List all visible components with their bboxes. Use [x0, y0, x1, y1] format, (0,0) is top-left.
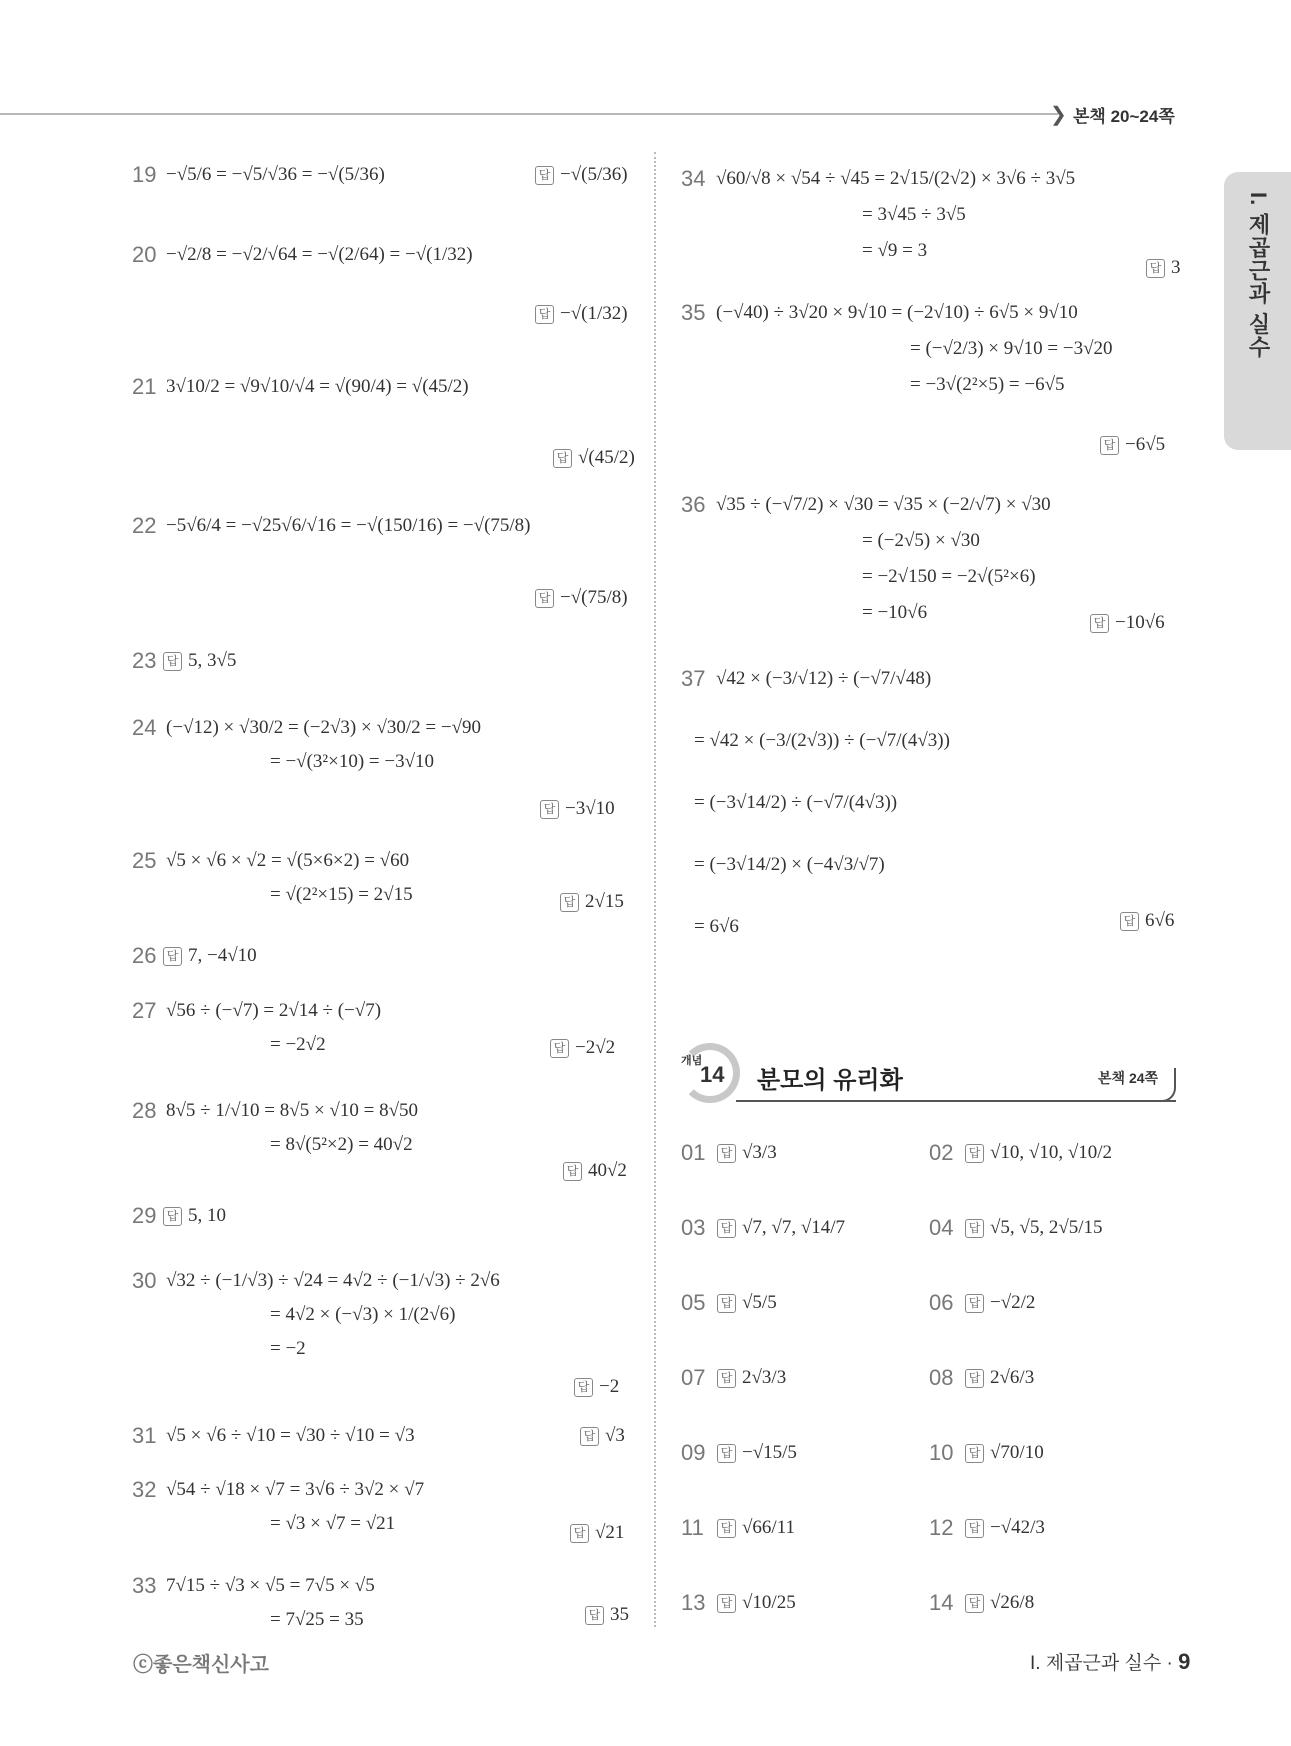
answer-icon: 답	[580, 1427, 599, 1446]
answer-value: √66/11	[742, 1517, 796, 1538]
answer	[540, 798, 615, 820]
solution-line: √35 ÷ (−√7/2) × √30 = √35 × (−2/√7) × √30	[716, 494, 1051, 515]
solution-line: = 4√2 × (−√3) × 1/(2√6)	[270, 1304, 456, 1325]
solution-line: −5√6/4 = −√25√6/√16 = −√(150/16) = −√(75/8)	[166, 515, 531, 536]
answer-icon: 답	[540, 800, 559, 819]
answer	[163, 650, 236, 672]
solution-line: = −10√6	[862, 602, 928, 623]
problem-number: 13	[681, 1590, 706, 1615]
answer-value: 7, −4√10	[188, 945, 257, 966]
problem-number: 14	[929, 1590, 954, 1615]
answer-icon: 답	[535, 305, 554, 324]
answer-value: −√42/3	[990, 1517, 1045, 1538]
solution-line: −√2/8 = −√2/√64 = −√(2/64) = −√(1/32)	[166, 244, 473, 265]
answer-value: √5/5	[742, 1292, 777, 1313]
answer	[585, 1604, 629, 1626]
answer-value: √10, √10, √10/2	[990, 1142, 1113, 1163]
answer-value: √7, √7, √14/7	[742, 1217, 846, 1238]
problem-number: 03	[681, 1215, 706, 1240]
problem-number: 26	[132, 943, 157, 968]
answer-icon: 답	[965, 1369, 984, 1388]
answer	[163, 945, 257, 967]
answer-icon: 답	[965, 1594, 984, 1613]
answer	[965, 1367, 1034, 1389]
answer-value: √5, √5, 2√5/15	[990, 1217, 1103, 1238]
answer-icon: 답	[550, 1039, 569, 1058]
answer-value: √26/8	[990, 1592, 1035, 1613]
solution-line: = 8√(5²×2) = 40√2	[270, 1134, 413, 1155]
answer-icon: 답	[1146, 259, 1165, 278]
answer-icon: 답	[535, 589, 554, 608]
header-arrow-icon: ❯	[1050, 104, 1067, 126]
solution-line: = (−3√14/2) ÷ (−√7/(4√3))	[694, 792, 898, 813]
answer	[553, 447, 635, 469]
answer-value: √70/10	[990, 1442, 1044, 1463]
answer	[574, 1376, 619, 1398]
answer-icon: 답	[1100, 436, 1119, 455]
concept-badge-label: 개념	[681, 1055, 703, 1067]
answer-value: 5, 10	[188, 1205, 226, 1226]
column-divider	[654, 152, 656, 1627]
problem-number: 35	[681, 300, 706, 325]
section-title: 분모의 유리화	[757, 1067, 903, 1094]
solution-line: 3√10/2 = √9√10/√4 = √(90/4) = √(45/2)	[166, 376, 469, 397]
answer-value: −3√10	[565, 798, 615, 819]
answer-value: −2√2	[575, 1037, 616, 1058]
answer-value: −√(5/36)	[560, 164, 628, 185]
problem-number: 01	[681, 1140, 706, 1165]
answer-icon: 답	[717, 1219, 736, 1238]
solution-line: = √(2²×15) = 2√15	[270, 884, 413, 905]
answer-icon: 답	[1090, 614, 1109, 633]
answer-icon: 답	[560, 893, 579, 912]
concept-badge-number: 14	[700, 1062, 725, 1087]
answer-value: √10/25	[742, 1592, 796, 1613]
answer-value: √(45/2)	[578, 447, 635, 468]
footer-chapter	[1030, 1648, 1190, 1675]
problem-number: 34	[681, 166, 706, 191]
answer-icon: 답	[717, 1294, 736, 1313]
problem-number: 02	[929, 1140, 954, 1165]
problem-number: 31	[132, 1423, 157, 1448]
answer-value: 2√15	[585, 891, 624, 912]
answer	[717, 1292, 777, 1314]
answer-icon: 답	[965, 1444, 984, 1463]
answer	[717, 1517, 795, 1539]
answer-value: −√15/5	[742, 1442, 797, 1463]
solution-line: = √3 × √7 = √21	[270, 1513, 396, 1534]
answer	[535, 164, 628, 186]
header-page-ref: 본책 20~24쪽	[1073, 107, 1175, 126]
problem-number: 08	[929, 1365, 954, 1390]
answer-value: √3	[605, 1425, 625, 1446]
answer-icon: 답	[717, 1519, 736, 1538]
answer	[717, 1442, 797, 1464]
answer-value: 40√2	[588, 1160, 627, 1181]
footer-chapter-text: I. 제곱근과 실수 ·	[1030, 1653, 1173, 1674]
problem-number: 19	[132, 162, 157, 187]
problem-number: 24	[132, 715, 157, 740]
answer-value: −2	[599, 1376, 620, 1397]
problem-number: 36	[681, 492, 706, 517]
solution-line: = √9 = 3	[862, 240, 928, 261]
solution-line: = (−2√5) × √30	[862, 530, 980, 551]
section-underline	[736, 1100, 1176, 1102]
answer-icon: 답	[563, 1162, 582, 1181]
solution-line: −√5/6 = −√5/√36 = −√(5/36)	[166, 164, 385, 185]
solution-line: 8√5 ÷ 1/√10 = 8√5 × √10 = 8√50	[166, 1100, 418, 1121]
problem-number: 05	[681, 1290, 706, 1315]
answer	[965, 1142, 1112, 1164]
answer-value: 2√6/3	[990, 1367, 1035, 1388]
answer-icon: 답	[163, 1207, 182, 1226]
solution-line: √54 ÷ √18 × √7 = 3√6 ÷ 3√2 × √7	[166, 1479, 425, 1500]
answer	[1090, 612, 1165, 634]
answer	[570, 1522, 624, 1544]
answer	[717, 1592, 796, 1614]
problem-number: 33	[132, 1573, 157, 1598]
problem-number: 09	[681, 1440, 706, 1465]
answer	[965, 1592, 1034, 1614]
problem-number: 11	[681, 1515, 704, 1540]
solution-line: √42 × (−3/√12) ÷ (−√7/√48)	[716, 668, 932, 689]
problem-number: 32	[132, 1477, 157, 1502]
answer-value: 2√3/3	[742, 1367, 787, 1388]
problem-number: 29	[132, 1203, 157, 1228]
answer-icon: 답	[717, 1594, 736, 1613]
problem-number: 27	[132, 998, 157, 1023]
answer	[535, 587, 628, 609]
answer	[163, 1205, 226, 1227]
problem-number: 20	[132, 242, 157, 267]
problem-number: 07	[681, 1365, 706, 1390]
solution-line: = (−√2/3) × 9√10 = −3√20	[910, 338, 1113, 359]
problem-number: 22	[132, 513, 157, 538]
answer-icon: 답	[965, 1294, 984, 1313]
answer	[1100, 434, 1165, 456]
solution-line: = √42 × (−3/(2√3)) ÷ (−√7/(4√3))	[694, 730, 950, 751]
solution-line: = −√(3²×10) = −3√10	[270, 751, 435, 772]
answer	[717, 1367, 786, 1389]
solution-line: √5 × √6 × √2 = √(5×6×2) = √60	[166, 850, 410, 871]
solution-line: √60/√8 × √54 ÷ √45 = 2√15/(2√2) × 3√6 ÷ 3√5	[716, 168, 1076, 189]
answer-value: √21	[595, 1522, 625, 1543]
answer-value: −√2/2	[990, 1292, 1036, 1313]
problem-number: 12	[929, 1515, 954, 1540]
publisher-copyright: ⓒ좋은책신사고	[133, 1654, 269, 1676]
solution-line: = −2√2	[270, 1034, 326, 1055]
answer	[535, 303, 628, 325]
solution-line: 7√15 ÷ √3 × √5 = 7√5 × √5	[166, 1575, 375, 1596]
problem-number: 10	[929, 1440, 954, 1465]
problem-number: 30	[132, 1268, 157, 1293]
answer-icon: 답	[965, 1519, 984, 1538]
chapter-tab-label: I. 제곱근과 실수	[1246, 192, 1271, 359]
answer-value: −6√5	[1125, 434, 1166, 455]
section-page-ref: 본책 24쪽	[1098, 1070, 1159, 1086]
answer	[965, 1292, 1035, 1314]
solution-line: = −2√150 = −2√(5²×6)	[862, 566, 1036, 587]
answer-icon: 답	[1120, 912, 1139, 931]
solution-line: = 7√25 = 35	[270, 1609, 364, 1630]
answer	[965, 1442, 1044, 1464]
problem-number: 06	[929, 1290, 954, 1315]
solution-line: √56 ÷ (−√7) = 2√14 ÷ (−√7)	[166, 1000, 382, 1021]
solution-line: (−√12) × √30/2 = (−2√3) × √30/2 = −√90	[166, 717, 482, 738]
answer-icon: 답	[965, 1219, 984, 1238]
answer-value: 6√6	[1145, 910, 1175, 931]
solution-line: √32 ÷ (−1/√3) ÷ √24 = 4√2 ÷ (−1/√3) ÷ 2√6	[166, 1270, 500, 1291]
answer-value: −√(1/32)	[560, 303, 628, 324]
answer-icon: 답	[717, 1444, 736, 1463]
answer-icon: 답	[163, 947, 182, 966]
answer-value: √3/3	[742, 1142, 777, 1163]
solution-line: = −2	[270, 1338, 306, 1359]
solution-line: = 3√45 ÷ 3√5	[862, 204, 966, 225]
answer-value: −√(75/8)	[560, 587, 628, 608]
problem-number: 37	[681, 666, 706, 691]
solution-line: = (−3√14/2) × (−4√3/√7)	[694, 854, 885, 875]
answer-icon: 답	[535, 166, 554, 185]
answer	[563, 1160, 627, 1182]
solution-line: = −3√(2²×5) = −6√5	[910, 374, 1065, 395]
answer-value: −10√6	[1115, 612, 1165, 633]
problem-number: 23	[132, 648, 157, 673]
solution-line: √5 × √6 ÷ √10 = √30 ÷ √10 = √3	[166, 1425, 415, 1446]
header-rule	[0, 113, 1058, 115]
answer	[965, 1217, 1103, 1239]
answer-value: 35	[610, 1604, 629, 1625]
answer-icon: 답	[585, 1606, 604, 1625]
section-underline-curve	[1160, 1068, 1176, 1102]
answer-icon: 답	[553, 449, 572, 468]
answer	[550, 1037, 615, 1059]
answer	[1120, 910, 1174, 932]
answer	[560, 891, 624, 913]
answer	[1146, 257, 1181, 279]
solution-line: (−√40) ÷ 3√20 × 9√10 = (−2√10) ÷ 6√5 × 9√10	[716, 302, 1078, 323]
answer-value: 5, 3√5	[188, 650, 237, 671]
problem-number: 28	[132, 1098, 157, 1123]
answer	[965, 1517, 1045, 1539]
answer-icon: 답	[163, 652, 182, 671]
answer	[717, 1142, 777, 1164]
page-number: 9	[1178, 1649, 1191, 1674]
problem-number: 21	[132, 374, 157, 399]
answer	[580, 1425, 625, 1447]
answer-icon: 답	[570, 1524, 589, 1543]
problem-number: 04	[929, 1215, 954, 1240]
solution-line: = 6√6	[694, 916, 739, 937]
answer-icon: 답	[717, 1369, 736, 1388]
answer-icon: 답	[717, 1144, 736, 1163]
answer-icon: 답	[965, 1144, 984, 1163]
answer-icon: 답	[574, 1378, 593, 1397]
problem-number: 25	[132, 848, 157, 873]
answer-value: 3	[1171, 257, 1181, 278]
answer	[717, 1217, 845, 1239]
